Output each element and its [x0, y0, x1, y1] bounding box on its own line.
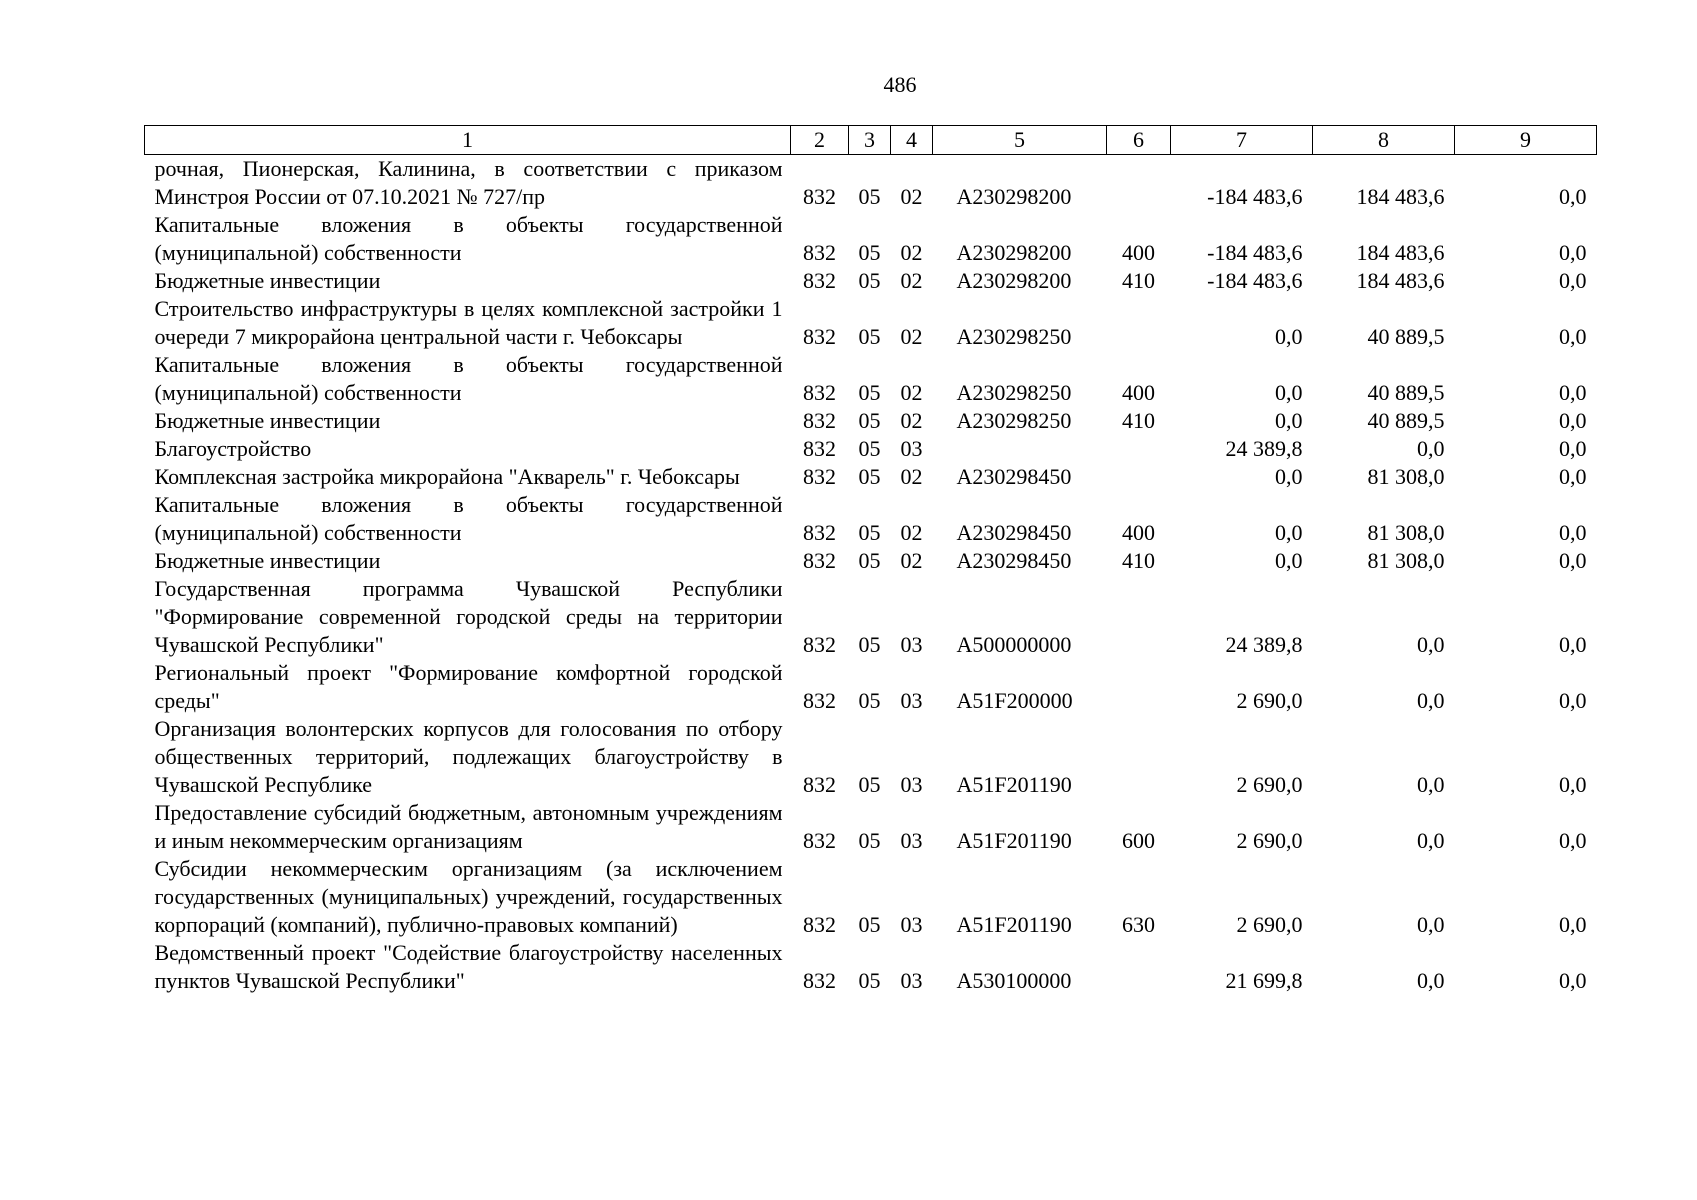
row-description: рочная, Пионерская, Калинина, в соответствии с приказом Минстроя России от 07.10.2021 № 727/пр — [154, 156, 783, 209]
row-target-article: А51F201190 — [956, 828, 1072, 853]
row-subsection-code: 02 — [900, 324, 923, 349]
row-description: Региональный проект "Формирование комфортной городской среды" — [154, 660, 783, 713]
row-value-col8: 40 889,5 — [1367, 380, 1445, 405]
row-target-article — [933, 435, 1107, 463]
row-description: Комплексная застройка микрорайона "Акварель" г. Чебоксары — [154, 464, 740, 489]
col-header-2: 2 — [791, 126, 849, 155]
row-ministry-code: 832 — [803, 240, 836, 265]
row-target-article: А51F201190 — [956, 912, 1072, 937]
col-header-5: 5 — [933, 126, 1107, 155]
row-ministry-code: 832 — [803, 520, 836, 545]
row-value-col7: 2 690,0 — [1236, 688, 1303, 713]
row-description: Предоставление субсидий бюджетным, автономным учреждениям и иным некоммерческим организациям — [154, 800, 783, 853]
table-row — [145, 547, 1597, 575]
row-subsection-code: 03 — [900, 436, 923, 461]
row-subsection-code: 03 — [900, 772, 923, 797]
row-expense-type: 400 — [1122, 520, 1155, 545]
table-row — [145, 211, 1597, 267]
row-target-article: А51F200000 — [956, 688, 1073, 713]
row-ministry-code: 832 — [803, 772, 836, 797]
row-section-code: 05 — [858, 912, 881, 937]
row-ministry-code: 832 — [803, 268, 836, 293]
row-expense-type — [1107, 715, 1171, 799]
row-value-col8: 0,0 — [1417, 632, 1445, 657]
row-value-col8: 0,0 — [1417, 772, 1445, 797]
table-row — [145, 435, 1597, 463]
row-ministry-code: 832 — [803, 184, 836, 209]
row-expense-type: 630 — [1122, 912, 1155, 937]
col-header-1: 1 — [145, 126, 791, 155]
row-value-col7: 2 690,0 — [1236, 828, 1303, 853]
row-value-col7: 24 389,8 — [1225, 436, 1303, 461]
row-expense-type — [1107, 939, 1171, 995]
col-header-6: 6 — [1107, 126, 1171, 155]
row-target-article: А230298250 — [956, 408, 1072, 433]
row-value-col7: 0,0 — [1275, 548, 1303, 573]
row-ministry-code: 832 — [803, 324, 836, 349]
row-value-col9: 0,0 — [1559, 688, 1587, 713]
row-value-col9: 0,0 — [1559, 380, 1587, 405]
row-value-col8: 0,0 — [1417, 436, 1445, 461]
row-description: Бюджетные инвестиции — [154, 268, 381, 293]
row-description: Государственная программа Чувашской Республики "Формирование современной городской среды на территории Чувашской Республики" — [154, 576, 783, 657]
row-target-article: А530100000 — [956, 968, 1072, 993]
row-description: Капитальные вложения в объекты государственной (муниципальной) собственности — [154, 352, 783, 405]
row-section-code: 05 — [858, 324, 881, 349]
row-target-article: А230298200 — [956, 268, 1072, 293]
row-section-code: 05 — [858, 408, 881, 433]
row-subsection-code: 03 — [900, 828, 923, 853]
col-header-3: 3 — [849, 126, 891, 155]
row-expense-type — [1107, 435, 1171, 463]
row-value-col9: 0,0 — [1559, 968, 1587, 993]
table-row — [145, 855, 1597, 939]
row-ministry-code: 832 — [803, 548, 836, 573]
row-value-col8: 0,0 — [1417, 912, 1445, 937]
row-ministry-code: 832 — [803, 912, 836, 937]
row-value-col8: 184 483,6 — [1356, 268, 1445, 293]
row-ministry-code: 832 — [803, 464, 836, 489]
row-description: Строительство инфраструктуры в целях комплексной застройки 1 очереди 7 микрорайона центральной части г. Чебоксары — [154, 296, 783, 349]
row-target-article: А500000000 — [956, 632, 1072, 657]
table-row — [145, 155, 1597, 212]
row-section-code: 05 — [858, 520, 881, 545]
row-ministry-code: 832 — [803, 828, 836, 853]
row-value-col9: 0,0 — [1559, 912, 1587, 937]
row-subsection-code: 02 — [900, 184, 923, 209]
row-value-col9: 0,0 — [1559, 548, 1587, 573]
row-section-code: 05 — [858, 240, 881, 265]
row-target-article: А230298200 — [956, 184, 1072, 209]
row-value-col9: 0,0 — [1559, 268, 1587, 293]
table-body — [145, 155, 1597, 996]
table-row — [145, 407, 1597, 435]
row-value-col9: 0,0 — [1559, 772, 1587, 797]
row-subsection-code: 03 — [900, 968, 923, 993]
table-row — [145, 575, 1597, 659]
row-value-col7: 2 690,0 — [1236, 772, 1303, 797]
row-expense-type — [1107, 463, 1171, 491]
row-value-col8: 0,0 — [1417, 828, 1445, 853]
row-subsection-code: 03 — [900, 688, 923, 713]
row-ministry-code: 832 — [803, 408, 836, 433]
row-value-col8: 40 889,5 — [1367, 408, 1445, 433]
row-description: Капитальные вложения в объекты государственной (муниципальной) собственности — [154, 492, 783, 545]
row-section-code: 05 — [858, 968, 881, 993]
row-value-col7: -184 483,6 — [1207, 268, 1303, 293]
row-description: Бюджетные инвестиции — [154, 408, 381, 433]
row-value-col8: 81 308,0 — [1367, 520, 1445, 545]
header-row — [145, 126, 1597, 155]
row-ministry-code: 832 — [803, 688, 836, 713]
row-value-col9: 0,0 — [1559, 436, 1587, 461]
row-description: Субсидии некоммерческим организациям (за исключением государственных (муниципальных) учреждений, государственных корпораций (компаний), публично-правовых компаний) — [154, 856, 783, 937]
row-section-code: 05 — [858, 632, 881, 657]
row-value-col8: 0,0 — [1417, 688, 1445, 713]
row-subsection-code: 02 — [900, 268, 923, 293]
row-expense-type: 400 — [1122, 240, 1155, 265]
row-section-code: 05 — [858, 464, 881, 489]
row-target-article: А230298450 — [956, 548, 1072, 573]
row-value-col7: 0,0 — [1275, 464, 1303, 489]
row-value-col9: 0,0 — [1559, 184, 1587, 209]
row-value-col8: 81 308,0 — [1367, 464, 1445, 489]
row-value-col8: 81 308,0 — [1367, 548, 1445, 573]
table-row — [145, 939, 1597, 995]
row-value-col9: 0,0 — [1559, 828, 1587, 853]
row-subsection-code: 03 — [900, 912, 923, 937]
row-subsection-code: 02 — [900, 408, 923, 433]
row-value-col9: 0,0 — [1559, 240, 1587, 265]
row-value-col7: -184 483,6 — [1207, 240, 1303, 265]
table-row — [145, 715, 1597, 799]
row-ministry-code: 832 — [803, 380, 836, 405]
row-value-col8: 40 889,5 — [1367, 324, 1445, 349]
col-header-9: 9 — [1455, 126, 1597, 155]
row-description: Благоустройство — [154, 436, 312, 461]
row-section-code: 05 — [858, 268, 881, 293]
table-row — [145, 295, 1597, 351]
table-row — [145, 799, 1597, 855]
row-value-col9: 0,0 — [1559, 464, 1587, 489]
row-value-col7: -184 483,6 — [1207, 184, 1303, 209]
row-value-col8: 0,0 — [1417, 968, 1445, 993]
table-row — [145, 267, 1597, 295]
row-target-article: А230298450 — [956, 464, 1072, 489]
budget-table — [144, 125, 1597, 995]
row-section-code: 05 — [858, 548, 881, 573]
col-header-4: 4 — [891, 126, 933, 155]
row-expense-type — [1107, 575, 1171, 659]
row-value-col7: 0,0 — [1275, 324, 1303, 349]
row-expense-type: 410 — [1122, 408, 1155, 433]
row-value-col9: 0,0 — [1559, 408, 1587, 433]
row-subsection-code: 02 — [900, 240, 923, 265]
row-description: Бюджетные инвестиции — [154, 548, 381, 573]
row-expense-type: 410 — [1122, 548, 1155, 573]
row-target-article: А230298200 — [956, 240, 1072, 265]
row-ministry-code: 832 — [803, 632, 836, 657]
row-description: Ведомственный проект "Содействие благоустройству населенных пунктов Чувашской Республики" — [154, 940, 783, 993]
table-row — [145, 659, 1597, 715]
table-row — [145, 351, 1597, 407]
row-description: Организация волонтерских корпусов для голосования по отбору общественных территорий, подлежащих благоустройству в Чувашской Республике — [154, 716, 783, 797]
row-subsection-code: 02 — [900, 548, 923, 573]
table-row — [145, 491, 1597, 547]
row-ministry-code: 832 — [803, 968, 836, 993]
row-value-col8: 184 483,6 — [1356, 240, 1445, 265]
row-expense-type: 600 — [1122, 828, 1155, 853]
row-target-article: А230298250 — [956, 380, 1072, 405]
row-value-col7: 24 389,8 — [1225, 632, 1303, 657]
row-subsection-code: 02 — [900, 380, 923, 405]
row-target-article: А51F201190 — [956, 772, 1072, 797]
row-section-code: 05 — [858, 436, 881, 461]
row-expense-type: 400 — [1122, 380, 1155, 405]
row-subsection-code: 02 — [900, 464, 923, 489]
row-value-col7: 0,0 — [1275, 520, 1303, 545]
row-expense-type — [1107, 659, 1171, 715]
col-header-8: 8 — [1313, 126, 1455, 155]
row-expense-type: 410 — [1122, 268, 1155, 293]
row-description: Капитальные вложения в объекты государственной (муниципальной) собственности — [154, 212, 783, 265]
row-value-col9: 0,0 — [1559, 520, 1587, 545]
col-header-7: 7 — [1171, 126, 1313, 155]
row-value-col7: 21 699,8 — [1225, 968, 1303, 993]
table-row — [145, 463, 1597, 491]
row-target-article: А230298450 — [956, 520, 1072, 545]
row-expense-type — [1107, 295, 1171, 351]
row-section-code: 05 — [858, 688, 881, 713]
row-section-code: 05 — [858, 184, 881, 209]
row-value-col9: 0,0 — [1559, 632, 1587, 657]
row-value-col9: 0,0 — [1559, 324, 1587, 349]
row-subsection-code: 02 — [900, 520, 923, 545]
page-number: 486 — [883, 72, 917, 97]
row-value-col7: 0,0 — [1275, 380, 1303, 405]
row-value-col7: 2 690,0 — [1236, 912, 1303, 937]
row-target-article: А230298250 — [956, 324, 1072, 349]
row-subsection-code: 03 — [900, 632, 923, 657]
row-value-col7: 0,0 — [1275, 408, 1303, 433]
row-ministry-code: 832 — [803, 436, 836, 461]
row-section-code: 05 — [858, 380, 881, 405]
row-section-code: 05 — [858, 772, 881, 797]
row-expense-type — [1107, 155, 1171, 212]
row-section-code: 05 — [858, 828, 881, 853]
row-value-col8: 184 483,6 — [1356, 184, 1445, 209]
